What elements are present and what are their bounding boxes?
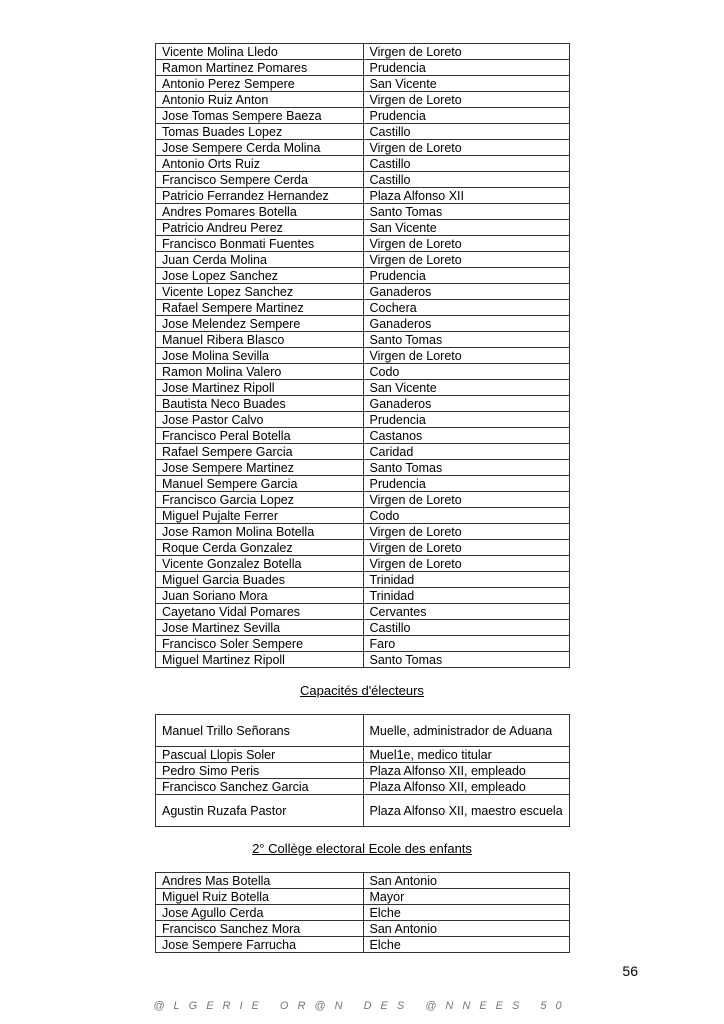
table-row: [156, 76, 570, 92]
footer-watermark: @LGERIE OR@N DES @NNEES 50: [153, 1000, 571, 1012]
address-cell: Virgen de Loreto: [363, 236, 570, 252]
name-cell: Francisco Peral Botella: [156, 428, 364, 444]
table-row: [156, 779, 570, 795]
table-row: [156, 556, 570, 572]
name-cell: Andres Pomares Botella: [156, 204, 364, 220]
name-cell: Vicente Molina Lledo: [156, 44, 364, 60]
name-cell: Ramon Martinez Pomares: [156, 60, 364, 76]
address-cell: Plaza Alfonso XII: [363, 188, 570, 204]
table-row: [156, 636, 570, 652]
table-row: [156, 220, 570, 236]
name-cell: Antonio Perez Sempere: [156, 76, 364, 92]
name-cell: Francisco Sempere Cerda: [156, 172, 364, 188]
table-row: [156, 604, 570, 620]
name-cell: Andres Mas Botella: [156, 873, 364, 889]
address-cell: Ganaderos: [363, 284, 570, 300]
address-cell: Codo: [363, 508, 570, 524]
table-row: [156, 60, 570, 76]
address-cell: Virgen de Loreto: [363, 492, 570, 508]
name-cell: Vicente Gonzalez Botella: [156, 556, 364, 572]
address-cell: Ganaderos: [363, 396, 570, 412]
address-cell: Virgen de Loreto: [363, 540, 570, 556]
table-row: [156, 156, 570, 172]
address-cell: Virgen de Loreto: [363, 92, 570, 108]
name-cell: Jose Sempere Cerda Molina: [156, 140, 364, 156]
table-row: [156, 572, 570, 588]
address-cell: Castillo: [363, 172, 570, 188]
name-cell: Francisco Soler Sempere: [156, 636, 364, 652]
address-cell: San Vicente: [363, 380, 570, 396]
table-row: [156, 364, 570, 380]
name-cell: Jose Sempere Farrucha: [156, 937, 364, 953]
table-row: [156, 747, 570, 763]
name-cell: Jose Pastor Calvo: [156, 412, 364, 428]
address-cell: San Antonio: [363, 873, 570, 889]
name-cell: Jose Sempere Martinez: [156, 460, 364, 476]
address-cell: Castanos: [363, 428, 570, 444]
name-cell: Jose Agullo Cerda: [156, 905, 364, 921]
name-cell: Miguel Martinez Ripoll: [156, 652, 364, 668]
table-row: [156, 763, 570, 779]
table-row: [156, 380, 570, 396]
table-row: [156, 92, 570, 108]
name-cell: Jose Martinez Ripoll: [156, 380, 364, 396]
table-row: [156, 620, 570, 636]
table-row: [156, 588, 570, 604]
name-cell: Juan Cerda Molina: [156, 252, 364, 268]
table-row: [156, 124, 570, 140]
address-cell: Santo Tomas: [363, 652, 570, 668]
name-cell: Francisco Garcia Lopez: [156, 492, 364, 508]
address-cell: Trinidad: [363, 588, 570, 604]
name-cell: Francisco Bonmati Fuentes: [156, 236, 364, 252]
table-row: [156, 108, 570, 124]
table-row: [156, 715, 570, 747]
table-row: [156, 268, 570, 284]
address-cell: Elche: [363, 937, 570, 953]
table-row: [156, 236, 570, 252]
name-cell: Manuel Ribera Blasco: [156, 332, 364, 348]
name-cell: Miguel Pujalte Ferrer: [156, 508, 364, 524]
name-cell: Agustin Ruzafa Pastor: [156, 795, 364, 827]
voters-table-college: [155, 872, 570, 953]
table-row: [156, 188, 570, 204]
address-cell: Prudencia: [363, 108, 570, 124]
table-row: [156, 316, 570, 332]
table-row: [156, 348, 570, 364]
table-row: [156, 284, 570, 300]
name-cell: Antonio Ruiz Anton: [156, 92, 364, 108]
address-cell: Ganaderos: [363, 316, 570, 332]
name-cell: Francisco Sanchez Mora: [156, 921, 364, 937]
address-cell: Muel1e, medico titular: [363, 747, 570, 763]
table-row: [156, 252, 570, 268]
address-cell: Trinidad: [363, 572, 570, 588]
address-cell: Virgen de Loreto: [363, 252, 570, 268]
table-row: [156, 44, 570, 60]
name-cell: Miguel Ruiz Botella: [156, 889, 364, 905]
address-cell: Codo: [363, 364, 570, 380]
table-row: [156, 476, 570, 492]
table-row: [156, 905, 570, 921]
table-row: [156, 460, 570, 476]
voters-table-capacites: [155, 714, 570, 827]
address-cell: Elche: [363, 905, 570, 921]
name-cell: Jose Martinez Sevilla: [156, 620, 364, 636]
name-cell: Jose Tomas Sempere Baeza: [156, 108, 364, 124]
table-row: [156, 508, 570, 524]
address-cell: Plaza Alfonso XII, empleado: [363, 763, 570, 779]
address-cell: Virgen de Loreto: [363, 524, 570, 540]
table-row: [156, 889, 570, 905]
address-cell: Virgen de Loreto: [363, 348, 570, 364]
address-cell: Castillo: [363, 124, 570, 140]
table-row: [156, 873, 570, 889]
voters-table-1: [155, 43, 570, 668]
table-row: [156, 937, 570, 953]
page-number: 56: [622, 963, 638, 979]
address-cell: Cochera: [363, 300, 570, 316]
name-cell: Miguel Garcia Buades: [156, 572, 364, 588]
name-cell: Rafael Sempere Garcia: [156, 444, 364, 460]
address-cell: San Vicente: [363, 220, 570, 236]
name-cell: Jose Ramon Molina Botella: [156, 524, 364, 540]
name-cell: Cayetano Vidal Pomares: [156, 604, 364, 620]
name-cell: Jose Lopez Sanchez: [156, 268, 364, 284]
name-cell: Roque Cerda Gonzalez: [156, 540, 364, 556]
address-cell: Plaza Alfonso XII, maestro escuela: [363, 795, 570, 827]
address-cell: Caridad: [363, 444, 570, 460]
address-cell: Prudencia: [363, 476, 570, 492]
address-cell: Virgen de Loreto: [363, 44, 570, 60]
name-cell: Jose Molina Sevilla: [156, 348, 364, 364]
name-cell: Rafael Sempere Martinez: [156, 300, 364, 316]
name-cell: Ramon Molina Valero: [156, 364, 364, 380]
name-cell: Juan Soriano Mora: [156, 588, 364, 604]
table-row: [156, 332, 570, 348]
name-cell: Pascual Llopis Soler: [156, 747, 364, 763]
address-cell: Muelle, administrador de Aduana: [363, 715, 570, 747]
address-cell: Castillo: [363, 620, 570, 636]
name-cell: Jose Melendez Sempere: [156, 316, 364, 332]
name-cell: Patricio Ferrandez Hernandez: [156, 188, 364, 204]
table-row: [156, 428, 570, 444]
address-cell: San Vicente: [363, 76, 570, 92]
table-row: [156, 524, 570, 540]
name-cell: Vicente Lopez Sanchez: [156, 284, 364, 300]
address-cell: Plaza Alfonso XII, empleado: [363, 779, 570, 795]
table-row: [156, 204, 570, 220]
section-heading-capacites: Capacités d'électeurs: [300, 683, 424, 698]
address-cell: Prudencia: [363, 268, 570, 284]
table-row: [156, 921, 570, 937]
table-row: [156, 396, 570, 412]
address-cell: Prudencia: [363, 60, 570, 76]
table-row: [156, 652, 570, 668]
address-cell: Prudencia: [363, 412, 570, 428]
name-cell: Pedro Simo Peris: [156, 763, 364, 779]
table-row: [156, 140, 570, 156]
name-cell: Francisco Sanchez Garcia: [156, 779, 364, 795]
table-row: [156, 540, 570, 556]
name-cell: Tomas Buades Lopez: [156, 124, 364, 140]
address-cell: Santo Tomas: [363, 204, 570, 220]
table-row: [156, 300, 570, 316]
address-cell: Faro: [363, 636, 570, 652]
table-row: [156, 795, 570, 827]
table-row: [156, 444, 570, 460]
address-cell: Castillo: [363, 156, 570, 172]
address-cell: Santo Tomas: [363, 332, 570, 348]
table-row: [156, 412, 570, 428]
address-cell: Santo Tomas: [363, 460, 570, 476]
name-cell: Manuel Sempere Garcia: [156, 476, 364, 492]
address-cell: Mayor: [363, 889, 570, 905]
name-cell: Manuel Trillo Señorans: [156, 715, 364, 747]
name-cell: Antonio Orts Ruiz: [156, 156, 364, 172]
table-row: [156, 492, 570, 508]
address-cell: Virgen de Loreto: [363, 556, 570, 572]
section-heading-college: 2° Collège electoral Ecole des enfants: [252, 841, 472, 856]
address-cell: Cervantes: [363, 604, 570, 620]
address-cell: San Antonio: [363, 921, 570, 937]
name-cell: Bautista Neco Buades: [156, 396, 364, 412]
name-cell: Patricio Andreu Perez: [156, 220, 364, 236]
address-cell: Virgen de Loreto: [363, 140, 570, 156]
table-row: [156, 172, 570, 188]
